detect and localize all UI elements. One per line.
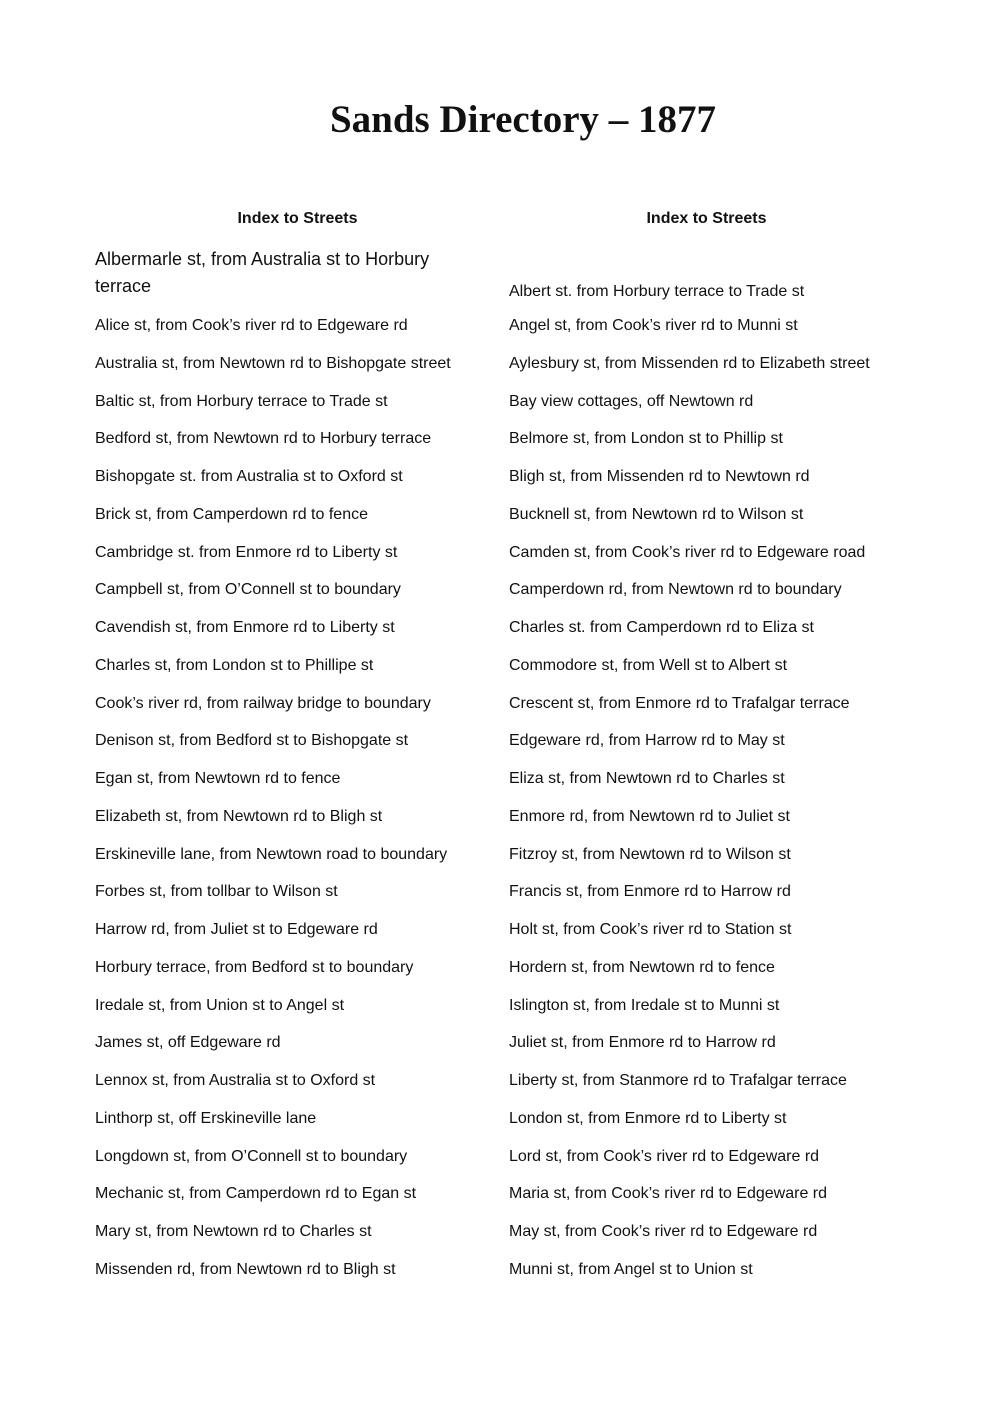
- street-entry: Francis st, from Enmore rd to Harrow rd: [509, 883, 791, 901]
- street-entry: Crescent st, from Enmore rd to Trafalgar terrace: [509, 694, 850, 712]
- street-entry: James st, off Edgeware rd: [95, 1034, 281, 1052]
- street-entry: May st, from Cook’s river rd to Edgeware rd: [509, 1223, 818, 1240]
- street-entry: Egan st, from Newtown rd to fence: [95, 770, 341, 787]
- street-entry: Mary st, from Newtown rd to Charles st: [95, 1223, 372, 1240]
- street-entry: Horbury terrace, from Bedford st to boundary: [95, 958, 414, 976]
- street-entry: Baltic st, from Horbury terrace to Trade st: [95, 392, 388, 410]
- left-column: [95, 208, 490, 1297]
- street-entry: Bucknell st, from Newtown rd to Wilson st: [509, 505, 804, 523]
- street-entry: Bligh st, from Missenden rd to Newtown rd: [509, 468, 810, 485]
- street-entry: Albermarle st, from Australia st to Horbury terrace: [95, 249, 430, 296]
- street-entry: Australia st, from Newtown rd to Bishopgate street: [95, 354, 451, 372]
- street-entry: Commodore st, from Well st to Albert st: [509, 656, 788, 674]
- left-column-header: Index to Streets: [237, 210, 358, 227]
- street-entry: Cambridge st. from Enmore rd to Liberty st: [95, 543, 398, 561]
- street-entry: Angel st, from Cook’s river rd to Munni st: [509, 317, 798, 334]
- street-entry: Longdown st, from O’Connell st to boundary: [95, 1147, 408, 1165]
- street-entry: Liberty st, from Stanmore rd to Trafalgar terrace: [509, 1072, 847, 1089]
- left-street-list: [95, 230, 490, 1297]
- street-entry: Alice st, from Cook’s river rd to Edgeware rd: [95, 317, 408, 334]
- street-entry: Iredale st, from Union st to Angel st: [95, 996, 345, 1014]
- street-entry: Camden st, from Cook’s river rd to Edgeware road: [509, 543, 866, 561]
- right-column: [509, 208, 909, 1297]
- street-entry: Eliza st, from Newtown rd to Charles st: [509, 770, 785, 787]
- street-entry: Forbes st, from tollbar to Wilson st: [95, 883, 338, 901]
- right-street-list: [509, 230, 909, 1297]
- street-entry: Charles st, from London st to Phillipe st: [95, 656, 374, 674]
- street-entry: Bedford st, from Newtown rd to Horbury terrace: [95, 430, 432, 448]
- street-entry: Missenden rd, from Newtown rd to Bligh st: [95, 1260, 396, 1278]
- street-entry: Belmore st, from London st to Phillip st: [509, 430, 783, 448]
- street-entry: Juliet st, from Enmore rd to Harrow rd: [509, 1034, 776, 1052]
- street-entry: Enmore rd, from Newtown rd to Juliet st: [509, 807, 790, 825]
- street-entry: Cook’s river rd, from railway bridge to boundary: [95, 694, 431, 712]
- street-entry: Bishopgate st. from Australia st to Oxford st: [95, 468, 403, 485]
- page-title: Sands Directory – 1877: [329, 98, 717, 141]
- street-entry: Mechanic st, from Camperdown rd to Egan st: [95, 1185, 417, 1203]
- street-entry: Albert st. from Horbury terrace to Trade st: [509, 283, 805, 300]
- street-entry: Munni st, from Angel st to Union st: [509, 1260, 753, 1278]
- street-entry: Holt st, from Cook’s river rd to Station st: [509, 921, 792, 938]
- street-entry: Cavendish st, from Enmore rd to Liberty st: [95, 619, 395, 636]
- street-entry: Edgeware rd, from Harrow rd to May st: [509, 732, 785, 750]
- street-entry: Charles st. from Camperdown rd to Eliza st: [509, 619, 814, 636]
- street-entry: London st, from Enmore rd to Liberty st: [509, 1109, 787, 1127]
- street-entry: Denison st, from Bedford st to Bishopgate st: [95, 732, 409, 750]
- street-entry: Maria st, from Cook’s river rd to Edgeware rd: [509, 1185, 828, 1203]
- street-entry: Harrow rd, from Juliet st to Edgeware rd: [95, 921, 378, 938]
- street-entry: Islington st, from Iredale st to Munni st: [509, 996, 780, 1014]
- street-entry: Aylesbury st, from Missenden rd to Elizabeth street: [509, 354, 870, 372]
- street-entry: Campbell st, from O’Connell st to boundary: [95, 581, 401, 599]
- street-entry: Hordern st, from Newtown rd to fence: [509, 958, 775, 976]
- right-column-header: Index to Streets: [646, 210, 767, 227]
- street-entry: Erskineville lane, from Newtown road to boundary: [95, 845, 448, 863]
- street-entry: Elizabeth st, from Newtown rd to Bligh st: [95, 807, 383, 825]
- street-entry: Linthorp st, off Erskineville lane: [95, 1109, 317, 1127]
- street-entry: Brick st, from Camperdown rd to fence: [95, 505, 368, 523]
- street-entry: Lennox st, from Australia st to Oxford st: [95, 1072, 376, 1089]
- street-entry: Fitzroy st, from Newtown rd to Wilson st: [509, 845, 791, 863]
- street-entry: Camperdown rd, from Newtown rd to boundary: [509, 581, 842, 599]
- street-entry: Lord st, from Cook’s river rd to Edgeware rd: [509, 1147, 820, 1165]
- street-entry: Bay view cottages, off Newtown rd: [509, 392, 754, 410]
